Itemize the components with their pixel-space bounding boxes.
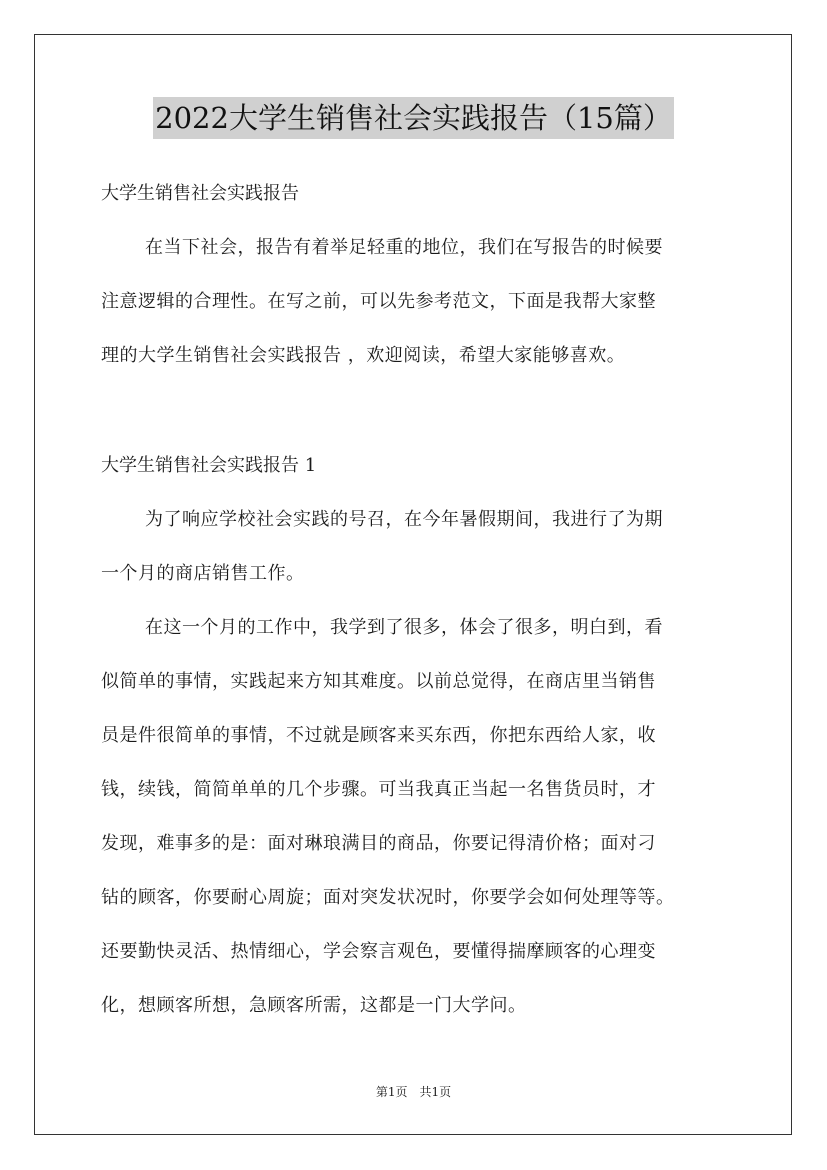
paragraph-line: 理的大学生销售社会实践报告 ，欢迎阅读，希望大家能够喜欢。 [101,345,626,366]
title-container [0,97,827,139]
paragraph-line: 为了响应学校社会实践的号召，在今年暑假期间，我进行了为期 [145,509,663,530]
paragraph-line: 钱，续钱，简简单单的几个步骤。可当我真正当起一名售货员时，才 [101,779,656,800]
intro-paragraph [101,221,731,383]
section-heading: 大学生销售社会实践报告 1 [101,455,317,476]
paragraph-line: 发现，难事多的是：面对琳琅满目的商品，你要记得清价格；面对刁 [101,833,656,854]
paragraph-line: 在当下社会，报告有着举足轻重的地位，我们在写报告的时候要 [145,237,663,258]
paragraph-line: 钻的顾客，你要耐心周旋；面对突发状况时，你要学会如何处理等等。 [101,887,675,908]
section1-paragraph-2 [101,601,731,1033]
paragraph-line: 还要勤快灵活、热情细心，学会察言观色，要懂得揣摩顾客的心理变 [101,941,656,962]
paragraph-line: 似简单的事情，实践起来方知其难度。以前总觉得，在商店里当销售 [101,671,656,692]
document-title: 2022大学生销售社会实践报告（15篇） [153,97,674,139]
section1-paragraph-1 [101,493,731,601]
intro-heading: 大学生销售社会实践报告 [101,183,299,204]
paragraph-line: 一个月的商店销售工作。 [101,563,305,584]
paragraph-line: 在这一个月的工作中，我学到了很多，体会了很多，明白到，看 [145,617,663,638]
paragraph-line: 注意逻辑的合理性。在写之前，可以先参考范文，下面是我帮大家整 [101,291,656,312]
paragraph-line: 化，想顾客所想，急顾客所需，这都是一门大学问。 [101,995,527,1016]
paragraph-line: 员是件很简单的事情，不过就是顾客来买东西，你把东西给人家，收 [101,725,656,746]
page-footer: 第1页 共1页 [375,1085,452,1099]
